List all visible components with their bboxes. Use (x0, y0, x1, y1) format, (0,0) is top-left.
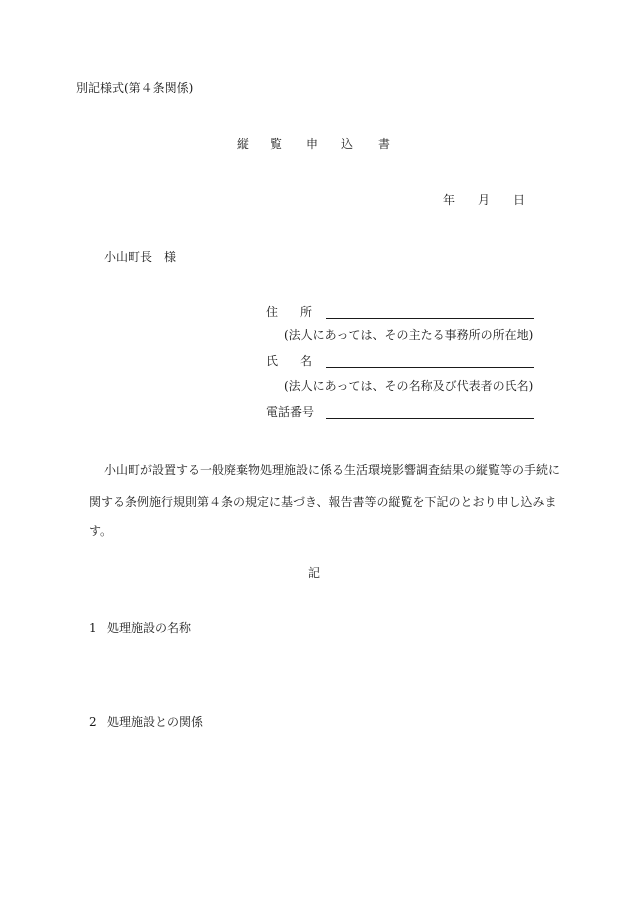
date-year: 年 (443, 193, 456, 207)
title-char-2: 覧 (270, 137, 283, 151)
item-1-label: 処理施設の名称 (107, 621, 192, 635)
title-char-1: 縦 (237, 137, 250, 151)
item-2-number: 2 (89, 715, 97, 729)
phone-field[interactable] (326, 418, 534, 419)
address-label-1: 住 (266, 305, 279, 319)
address-field[interactable] (326, 318, 534, 319)
body-line-3: す。 (89, 524, 113, 538)
date-day: 日 (513, 193, 526, 207)
date-month: 月 (478, 193, 491, 207)
phone-label: 電話番号 (266, 405, 315, 419)
name-label-1: 氏 (266, 354, 279, 368)
item-2-label: 処理施設との関係 (107, 715, 204, 729)
addressee: 小山町長 様 (104, 250, 177, 264)
title-char-5: 書 (378, 137, 391, 151)
name-label-2: 名 (300, 354, 313, 368)
address-label-2: 所 (300, 305, 313, 319)
name-note: (法人にあっては、その名称及び代表者の氏名) (284, 379, 534, 393)
item-1-number: 1 (89, 621, 97, 635)
title-char-4: 込 (341, 137, 354, 151)
title-char-3: 申 (306, 137, 319, 151)
document-title (0, 138, 630, 152)
name-field[interactable] (326, 367, 534, 368)
body-line-2: 関する条例施行規則第４条の規定に基づき、報告書等の縦覧を下記のとおり申し込みま (89, 495, 557, 509)
ki-heading: 記 (308, 566, 321, 580)
form-label: 別記様式(第４条関係) (76, 81, 194, 95)
address-note: (法人にあっては、その主たる事務所の所在地) (284, 328, 534, 342)
body-line-1: 小山町が設置する一般廃棄物処理施設に係る生活環境影響調査結果の縦覧等の手続に (104, 463, 561, 477)
